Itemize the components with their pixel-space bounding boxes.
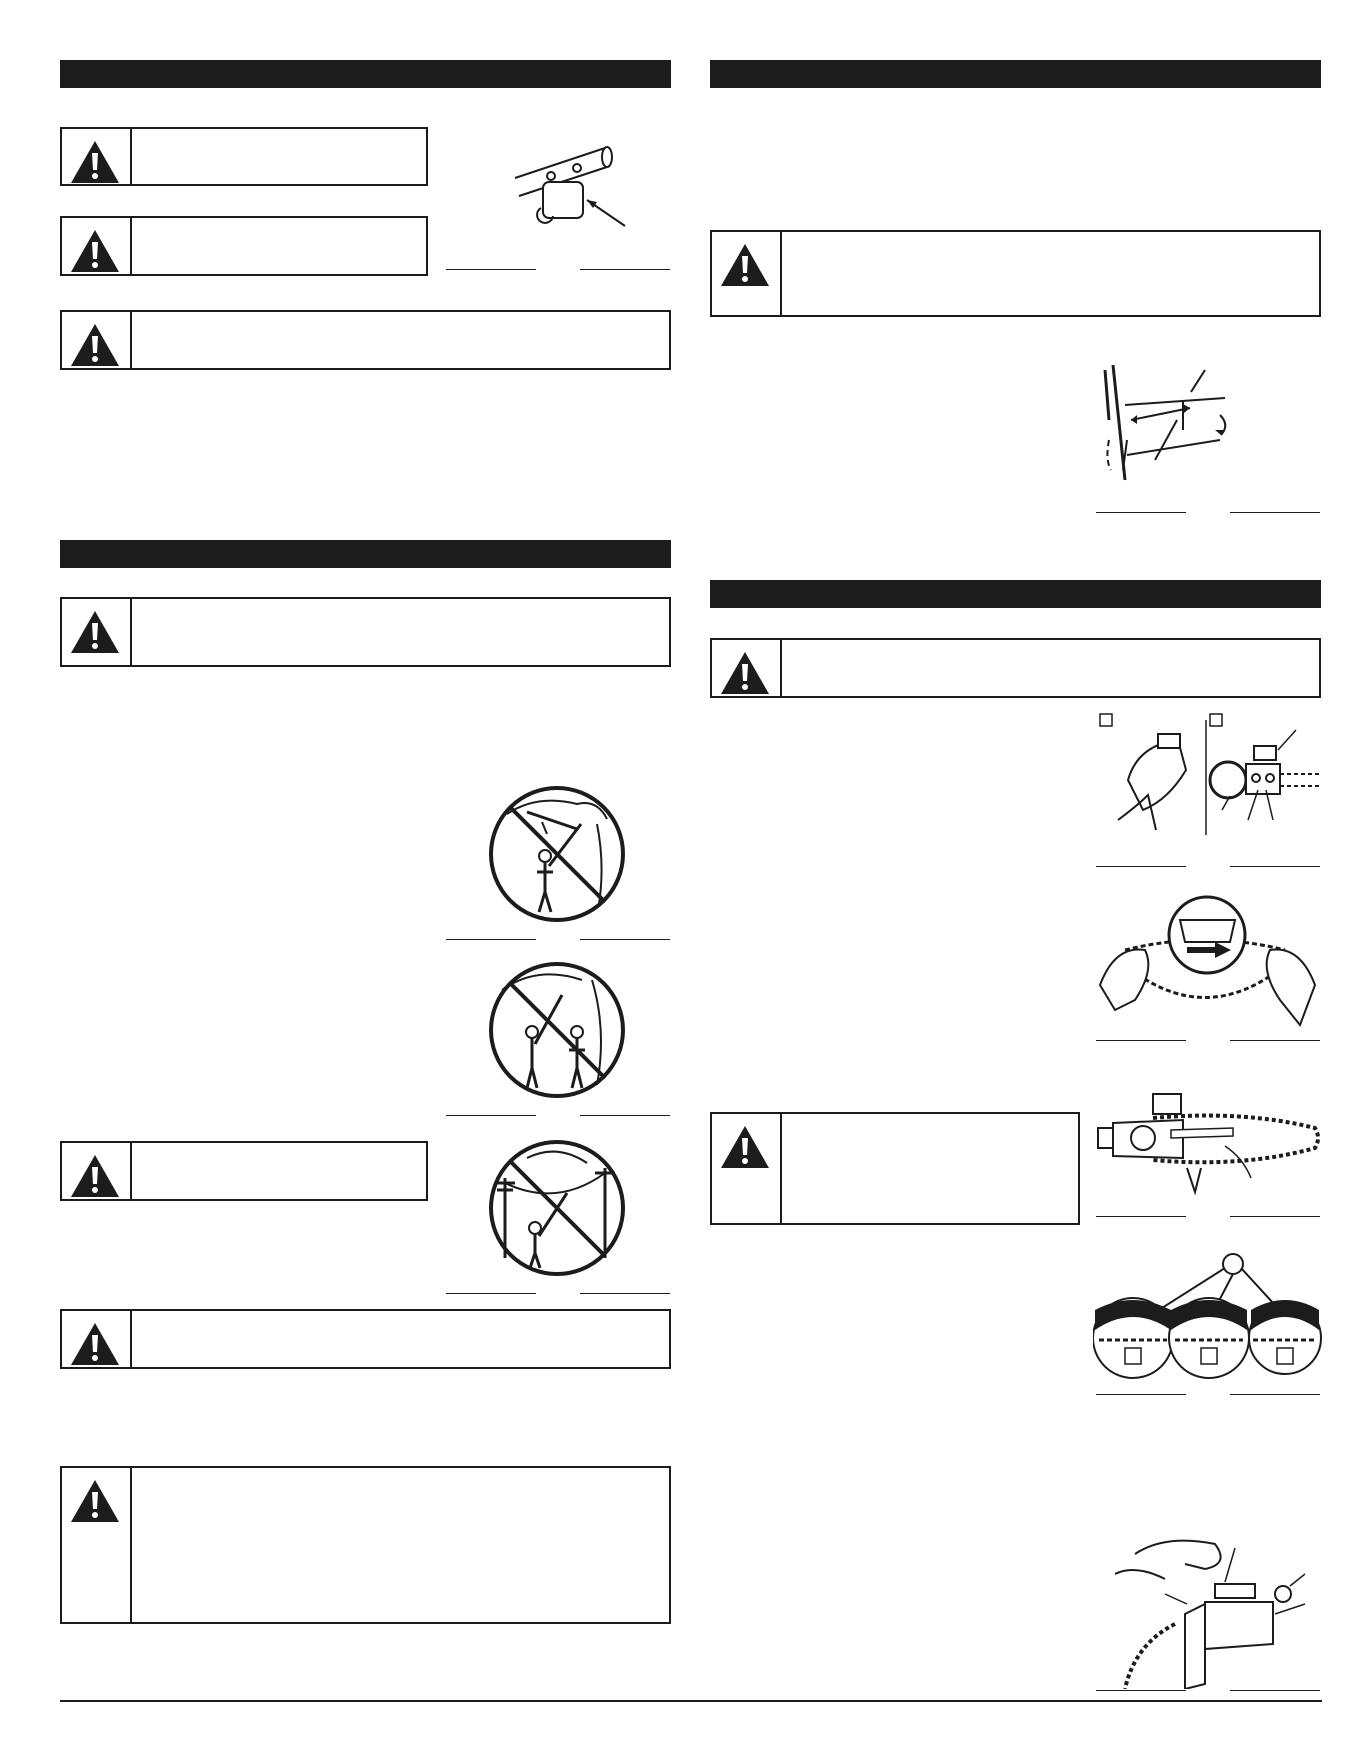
figure-caption-rule <box>1230 512 1320 513</box>
warning-box <box>60 1466 671 1624</box>
footer-rule <box>60 1700 1322 1702</box>
section-bar-right-1 <box>710 60 1321 88</box>
warning-triangle-icon <box>62 1143 132 1199</box>
figure-caption-rule <box>1230 866 1320 867</box>
warning-triangle-icon <box>62 129 132 184</box>
figure-prohibited-bystander <box>487 960 627 1100</box>
figure-caption-rule <box>446 269 536 270</box>
section-title <box>710 65 720 82</box>
warning-triangle-icon <box>712 1114 782 1223</box>
warning-box <box>710 230 1321 317</box>
figure-tension-comparison <box>1093 1250 1323 1380</box>
figure-caption-rule <box>1230 1216 1320 1217</box>
figure-shaft-clamp <box>505 138 635 238</box>
figure-caption-rule <box>580 939 670 940</box>
section-title <box>710 585 720 602</box>
figure-chain-direction <box>1095 890 1320 1040</box>
figure-caption-rule <box>446 939 536 940</box>
figure-caption-rule <box>1096 866 1186 867</box>
figure-caption-rule <box>446 1293 536 1294</box>
warning-triangle-icon <box>62 599 132 665</box>
warning-box <box>60 1309 671 1369</box>
figure-limb-cut <box>1095 360 1235 490</box>
figure-caption-rule <box>1096 1690 1186 1691</box>
figure-caption-rule <box>446 1115 536 1116</box>
warning-triangle-icon <box>62 218 132 274</box>
section-bar-left-2 <box>60 540 671 568</box>
figure-caption-rule <box>1230 1394 1320 1395</box>
warning-triangle-icon <box>62 1468 132 1622</box>
warning-box <box>710 1112 1080 1225</box>
figure-chain-tension <box>1098 710 1320 840</box>
figure-bar-and-chain <box>1093 1088 1323 1208</box>
section-bar-right-2 <box>710 580 1321 608</box>
figure-caption-rule <box>580 1115 670 1116</box>
warning-box <box>60 127 428 186</box>
figure-caption-rule <box>1096 1394 1186 1395</box>
warning-triangle-icon <box>62 312 132 368</box>
figure-caption-rule <box>1230 1690 1320 1691</box>
figure-caption-rule <box>580 269 670 270</box>
figure-caption-rule <box>580 1293 670 1294</box>
figure-oil-fill <box>1105 1524 1320 1689</box>
section-bar-left-1 <box>60 60 671 88</box>
figure-caption-rule <box>1096 1216 1186 1217</box>
figure-caption-rule <box>1096 1040 1186 1041</box>
figure-caption-rule <box>1096 512 1186 513</box>
warning-box <box>60 310 671 370</box>
section-title <box>60 545 70 562</box>
section-title <box>60 65 70 82</box>
warning-box <box>710 638 1321 698</box>
figure-prohibited-overhead <box>487 784 627 924</box>
warning-triangle-icon <box>712 640 782 696</box>
warning-box <box>60 216 428 276</box>
figure-prohibited-power-lines <box>487 1138 627 1278</box>
figure-caption-rule <box>1230 1040 1320 1041</box>
warning-triangle-icon <box>712 232 782 315</box>
warning-triangle-icon <box>62 1311 132 1367</box>
warning-box <box>60 1141 428 1201</box>
warning-box <box>60 597 671 667</box>
